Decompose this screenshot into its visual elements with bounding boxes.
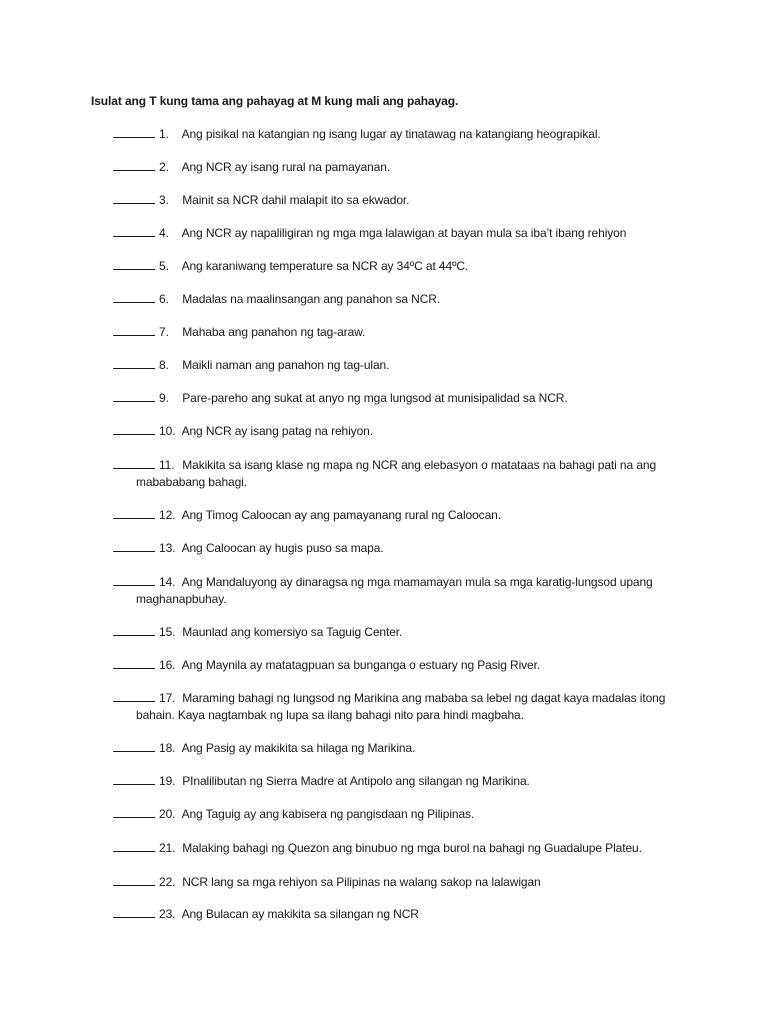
question-item bbox=[113, 874, 673, 891]
question-text: Ang NCR ay isang rural na pamayanan. bbox=[181, 160, 391, 174]
question-number: 16. bbox=[159, 658, 176, 672]
question-text-continued: maghanapbuhay. bbox=[136, 592, 227, 606]
question-item bbox=[113, 806, 673, 823]
answer-blank[interactable] bbox=[113, 574, 155, 586]
answer-blank[interactable] bbox=[113, 324, 155, 336]
question-text: PInalilibutan ng Sierra Madre at Antipolo ang silangan ng Marikina. bbox=[182, 774, 530, 788]
instruction-heading: Isulat ang T kung tama ang pahayag at M kung mali ang pahayag. bbox=[91, 94, 459, 108]
answer-blank[interactable] bbox=[113, 740, 155, 752]
answer-blank[interactable] bbox=[113, 806, 155, 818]
question-text: Maraming bahagi ng lungsod ng Marikina ang mababa sa lebel ng dagat kaya madalas itong bbox=[182, 691, 666, 705]
question-item bbox=[113, 690, 673, 724]
answer-blank[interactable] bbox=[113, 258, 155, 270]
answer-blank[interactable] bbox=[113, 773, 155, 785]
question-item bbox=[113, 657, 673, 674]
question-text: Mahaba ang panahon ng tag-araw. bbox=[182, 325, 366, 339]
question-number: 10. bbox=[159, 424, 176, 438]
question-number: 7. bbox=[159, 325, 169, 339]
question-text-continued: bahain. Kaya nagtambak ng lupa sa ilang bahagi nito para hindi magbaha. bbox=[136, 708, 524, 722]
answer-blank[interactable] bbox=[113, 906, 155, 918]
question-text: Ang Timog Caloocan ay ang pamayanang rural ng Caloocan. bbox=[181, 508, 501, 522]
question-number: 5. bbox=[159, 259, 169, 273]
question-item bbox=[113, 906, 673, 923]
question-number: 15. bbox=[159, 625, 176, 639]
question-text: Ang Taguig ay ang kabisera ng pangisdaan ng Pilipinas. bbox=[181, 807, 475, 821]
question-number: 14. bbox=[159, 575, 176, 589]
answer-blank[interactable] bbox=[113, 840, 155, 852]
question-item bbox=[113, 624, 673, 641]
question-item bbox=[113, 740, 673, 757]
question-text: Ang Bulacan ay makikita sa silangan ng NCR bbox=[181, 907, 419, 921]
question-text: Madalas na maalinsangan ang panahon sa NCR. bbox=[182, 292, 441, 306]
question-number: 12. bbox=[159, 508, 176, 522]
question-number: 9. bbox=[159, 391, 169, 405]
question-text: Ang Pasig ay makikita sa hilaga ng Marikina. bbox=[181, 741, 416, 755]
question-text-continued: mabababang bahagi. bbox=[136, 475, 247, 489]
answer-blank[interactable] bbox=[113, 192, 155, 204]
question-item bbox=[113, 457, 673, 491]
question-number: 2. bbox=[159, 160, 169, 174]
question-item bbox=[113, 357, 673, 374]
question-number: 1. bbox=[159, 127, 169, 141]
question-item bbox=[113, 423, 673, 440]
answer-blank[interactable] bbox=[113, 540, 155, 552]
answer-blank[interactable] bbox=[113, 159, 155, 171]
question-number: 17. bbox=[159, 691, 176, 705]
answer-blank[interactable] bbox=[113, 390, 155, 402]
answer-blank[interactable] bbox=[113, 457, 155, 469]
question-number: 8. bbox=[159, 358, 169, 372]
question-text: Ang NCR ay napaliligiran ng mga mga lalawigan at bayan mula sa iba’t ibang rehiyon bbox=[181, 226, 627, 240]
question-item bbox=[113, 126, 673, 143]
question-item bbox=[113, 840, 673, 857]
answer-blank[interactable] bbox=[113, 874, 155, 886]
question-item bbox=[113, 225, 673, 242]
answer-blank[interactable] bbox=[113, 225, 155, 237]
question-number: 13. bbox=[159, 541, 176, 555]
question-number: 6. bbox=[159, 292, 169, 306]
question-item bbox=[113, 574, 673, 608]
question-number: 11. bbox=[159, 458, 175, 472]
answer-blank[interactable] bbox=[113, 126, 155, 138]
question-number: 20. bbox=[159, 807, 176, 821]
answer-blank[interactable] bbox=[113, 291, 155, 303]
question-item bbox=[113, 192, 673, 209]
question-number: 18. bbox=[159, 741, 176, 755]
question-item bbox=[113, 324, 673, 341]
question-number: 22. bbox=[159, 875, 176, 889]
question-text: Maunlad ang komersiyo sa Taguig Center. bbox=[182, 625, 403, 639]
question-item bbox=[113, 540, 673, 557]
question-text: Ang NCR ay isang patag na rehiyon. bbox=[181, 424, 373, 438]
question-text: NCR lang sa mga rehiyon sa Pilipinas na walang sakop na lalawigan bbox=[182, 875, 541, 889]
question-number: 4. bbox=[159, 226, 169, 240]
answer-blank[interactable] bbox=[113, 423, 155, 435]
answer-blank[interactable] bbox=[113, 357, 155, 369]
question-item bbox=[113, 258, 673, 275]
question-text: Ang Caloocan ay hugis puso sa mapa. bbox=[181, 541, 384, 555]
question-item bbox=[113, 291, 673, 308]
question-text: Ang pisikal na katangian ng isang lugar ay tinatawag na katangiang heograpikal. bbox=[181, 127, 601, 141]
answer-blank[interactable] bbox=[113, 624, 155, 636]
question-item bbox=[113, 159, 673, 176]
question-text: Ang Mandaluyong ay dinaragsa ng mga mamamayan mula sa mga karatig-lungsod upang bbox=[181, 575, 653, 589]
question-item bbox=[113, 390, 673, 407]
question-text: Mainit sa NCR dahil malapit ito sa ekwador. bbox=[182, 193, 410, 207]
answer-blank[interactable] bbox=[113, 690, 155, 702]
question-number: 23. bbox=[159, 907, 176, 921]
question-text: Ang Maynila ay matatagpuan sa bunganga o estuary ng Pasig River. bbox=[181, 658, 541, 672]
question-item bbox=[113, 773, 673, 790]
answer-blank[interactable] bbox=[113, 657, 155, 669]
question-text: Maikli naman ang panahon ng tag-ulan. bbox=[182, 358, 390, 372]
question-item bbox=[113, 507, 673, 524]
question-text: Ang karaniwang temperature sa NCR ay 34ºC at 44ºC. bbox=[181, 259, 469, 273]
question-text: Pare-pareho ang sukat at anyo ng mga lungsod at munisipalidad sa NCR. bbox=[182, 391, 568, 405]
question-text: Makikita sa isang klase ng mapa ng NCR ang elebasyon o matataas na bahagi pati na ang bbox=[182, 458, 657, 472]
question-text: Malaking bahagi ng Quezon ang binubuo ng mga burol na bahagi ng Guadalupe Plateu. bbox=[182, 841, 642, 855]
answer-blank[interactable] bbox=[113, 507, 155, 519]
question-number: 19. bbox=[159, 774, 176, 788]
question-number: 3. bbox=[159, 193, 169, 207]
question-number: 21. bbox=[159, 841, 176, 855]
